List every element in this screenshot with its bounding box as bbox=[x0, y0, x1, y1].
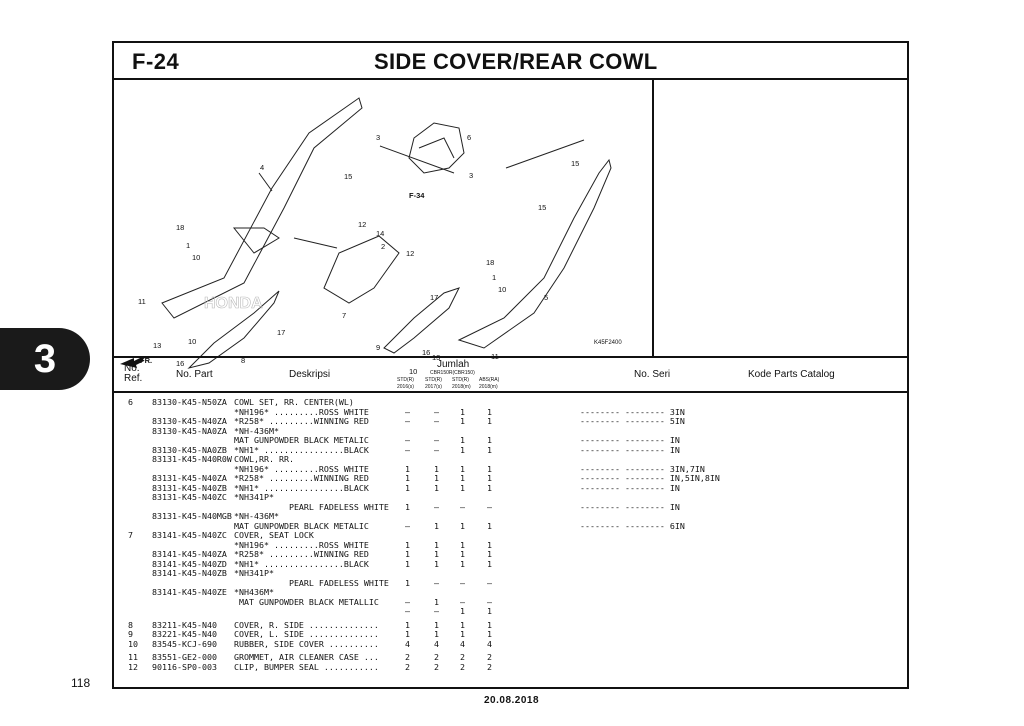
cell-q4: – bbox=[487, 501, 492, 512]
cell-q3: 1 bbox=[460, 473, 465, 483]
cell-desc: *NH196* .........ROSS WHITE bbox=[234, 463, 369, 474]
table-row bbox=[114, 653, 907, 663]
cell-q1: – bbox=[405, 596, 410, 607]
col-q1-year: 2016(s) bbox=[397, 384, 414, 390]
callout-10b: 10 bbox=[498, 285, 507, 294]
cell-q4: 1 bbox=[487, 539, 492, 550]
callout-13b: 13 bbox=[432, 353, 441, 362]
callout-11: 11 bbox=[138, 297, 146, 306]
cell-part: 83545-KCJ-690 bbox=[152, 638, 217, 649]
cell-desc: GROMMET, AIR CLEANER CASE ... bbox=[234, 652, 379, 662]
cell-desc: *NH196* .........ROSS WHITE bbox=[234, 406, 369, 417]
cell-q2: – bbox=[434, 444, 439, 455]
cell-q4: 1 bbox=[487, 629, 492, 639]
cell-q3: – bbox=[460, 577, 465, 588]
cell-desc: *R258* .........WINNING RED bbox=[234, 549, 369, 559]
col-jumlah: Jumlah bbox=[437, 359, 470, 370]
cell-q1: – bbox=[405, 606, 410, 616]
cell-serial: -------- -------- IN bbox=[580, 435, 680, 445]
callout-12b: 12 bbox=[406, 249, 415, 258]
cell-q2: 1 bbox=[434, 558, 439, 569]
cell-part: 83211-K45-N40 bbox=[152, 619, 217, 630]
cell-part: 83551-GE2-000 bbox=[152, 652, 217, 662]
cell-q3: 1 bbox=[460, 520, 465, 531]
cell-part: 83141-K45-N40ZE bbox=[152, 587, 227, 597]
table-row bbox=[114, 493, 907, 503]
right-rear-cowl-shape bbox=[459, 160, 611, 348]
cell-desc: CLIP, BUMPER SEAL ........... bbox=[234, 661, 379, 672]
cell-desc: *NH-436M* bbox=[234, 511, 279, 521]
callout-5: 5 bbox=[544, 293, 549, 302]
cell-desc: MAT GUNPOWDER BLACK METALIC bbox=[234, 435, 369, 445]
table-row bbox=[114, 560, 907, 570]
cell-q2: 1 bbox=[434, 549, 439, 559]
cell-q4: 1 bbox=[487, 463, 492, 474]
cell-q2: 1 bbox=[434, 539, 439, 550]
table-row bbox=[114, 569, 907, 579]
callout-1: 1 bbox=[186, 241, 191, 250]
cell-ref: 7 bbox=[128, 530, 133, 540]
table-row bbox=[114, 503, 907, 513]
callout-18: 18 bbox=[176, 223, 185, 232]
cell-q4: – bbox=[487, 577, 492, 588]
cell-part: 90116-SP0-003 bbox=[152, 661, 217, 672]
table-row bbox=[114, 522, 907, 532]
cell-desc: COVER, L. SIDE .............. bbox=[234, 629, 379, 639]
cell-q1: – bbox=[405, 435, 410, 445]
cell-q4: 1 bbox=[487, 416, 492, 426]
cell-ref: 9 bbox=[128, 629, 133, 639]
col-kode: Kode Parts Catalog bbox=[748, 369, 835, 380]
cell-q4: 1 bbox=[487, 406, 492, 417]
cell-part: 83141-K45-N40ZD bbox=[152, 558, 227, 569]
cell-q3: 1 bbox=[460, 435, 465, 445]
cell-part: 83221-K45-N40 bbox=[152, 629, 217, 639]
cell-part: 83131-K45-N40ZC bbox=[152, 492, 227, 502]
cell-part: 83130-K45-NA0ZA bbox=[152, 425, 227, 436]
cell-desc: COWL SET, RR. CENTER(WL) bbox=[234, 397, 354, 407]
cell-part: 83131-K45-N40MGB bbox=[152, 511, 232, 521]
callout-15c: 15 bbox=[538, 203, 547, 212]
table-row bbox=[114, 398, 907, 408]
cell-q1: 1 bbox=[405, 501, 410, 512]
cell-ref: 6 bbox=[128, 397, 133, 407]
table-row bbox=[114, 474, 907, 484]
cell-part: 83130-K45-N50ZA bbox=[152, 397, 227, 407]
cell-serial: -------- -------- IN bbox=[580, 501, 680, 512]
callout-6: 6 bbox=[467, 133, 472, 142]
callout-16: 16 bbox=[176, 359, 185, 368]
cell-q1: – bbox=[405, 520, 410, 531]
cell-q3: 1 bbox=[460, 416, 465, 426]
cell-q3: 1 bbox=[460, 406, 465, 417]
cell-q4: 1 bbox=[487, 558, 492, 569]
col-q2: STD(R) bbox=[425, 377, 442, 383]
cell-q1: 1 bbox=[405, 619, 410, 630]
callout-8: 8 bbox=[241, 356, 246, 365]
cell-q4: 1 bbox=[487, 606, 492, 616]
cell-q2: 1 bbox=[434, 629, 439, 639]
table-row bbox=[114, 436, 907, 446]
cell-q2: 1 bbox=[434, 619, 439, 630]
table-header bbox=[114, 356, 907, 393]
cell-q2: 1 bbox=[434, 596, 439, 607]
cell-q3: 1 bbox=[460, 629, 465, 639]
col-q4: ABS(RA) bbox=[479, 377, 500, 383]
cell-q1: 2 bbox=[405, 652, 410, 662]
callout-12: 12 bbox=[358, 220, 367, 229]
cell-desc: *NH1* ................BLACK bbox=[234, 558, 369, 569]
cell-q1: 1 bbox=[405, 482, 410, 493]
cell-q1: – bbox=[405, 406, 410, 417]
cell-q4: 1 bbox=[487, 473, 492, 483]
callout-18b: 18 bbox=[486, 258, 495, 267]
cell-part: 83131-K45-N40ZB bbox=[152, 482, 227, 493]
callout-1b: 1 bbox=[492, 273, 497, 282]
cell-part: 83131-K45-N40ZA bbox=[152, 473, 227, 483]
table-row bbox=[114, 465, 907, 475]
cell-serial: -------- -------- 6IN bbox=[580, 520, 685, 531]
callout-3b: 3 bbox=[469, 171, 474, 180]
cell-desc: COVER, SEAT LOCK bbox=[234, 530, 314, 540]
seat-lock-cover-shape bbox=[324, 236, 399, 303]
table-row bbox=[114, 427, 907, 437]
cell-desc: COWL,RR. RR. bbox=[234, 454, 294, 464]
cell-q1: 1 bbox=[405, 539, 410, 550]
col-no-part: No. Part bbox=[176, 369, 213, 380]
cell-q4: 1 bbox=[487, 482, 492, 493]
callout-11b: 11 bbox=[491, 352, 499, 361]
cell-ref: 10 bbox=[128, 638, 138, 649]
svg-text:FR.: FR. bbox=[140, 356, 153, 365]
cell-desc: *NH196* .........ROSS WHITE bbox=[234, 539, 369, 550]
callout-15b: 15 bbox=[571, 159, 580, 168]
cell-q2: – bbox=[434, 406, 439, 417]
cell-serial: -------- -------- 5IN bbox=[580, 416, 685, 426]
cell-q4: 2 bbox=[487, 661, 492, 672]
cell-q2: – bbox=[434, 577, 439, 588]
cell-part: 83141-K45-N40ZB bbox=[152, 568, 227, 578]
callout-7: 7 bbox=[342, 311, 347, 320]
table-row bbox=[114, 598, 907, 608]
cell-desc: *NH436M* bbox=[234, 587, 274, 597]
callout-16b: 16 bbox=[422, 348, 431, 357]
callout-numbers bbox=[138, 133, 579, 376]
page-number: 118 bbox=[71, 676, 91, 690]
cell-desc: RUBBER, SIDE COVER .......... bbox=[234, 638, 379, 649]
col-q3-year: 2018(m) bbox=[452, 384, 471, 390]
cell-q1: 1 bbox=[405, 558, 410, 569]
cell-desc: *R258* .........WINNING RED bbox=[234, 473, 369, 483]
table-row bbox=[114, 446, 907, 456]
cell-part: 83141-K45-N40ZC bbox=[152, 530, 227, 540]
cell-q2: – bbox=[434, 501, 439, 512]
cell-q3: 1 bbox=[460, 482, 465, 493]
cell-q3: 1 bbox=[460, 463, 465, 474]
cell-q2: – bbox=[434, 416, 439, 426]
cell-q3: 1 bbox=[460, 539, 465, 550]
cell-part: 83131-K45-N40R0W bbox=[152, 454, 232, 464]
col-q1: STD(R) bbox=[397, 377, 414, 383]
cell-q2: 1 bbox=[434, 520, 439, 531]
col-model-group: CBR150R(CBR150) bbox=[430, 370, 475, 376]
cell-part: 83130-K45-N40ZA bbox=[152, 416, 227, 426]
callout-13: 13 bbox=[153, 341, 162, 350]
section-title: SIDE COVER/REAR COWL bbox=[374, 49, 658, 74]
col-q3: STD(R) bbox=[452, 377, 469, 383]
table-row bbox=[114, 550, 907, 560]
cell-q4: 1 bbox=[487, 435, 492, 445]
cell-q3: 1 bbox=[460, 558, 465, 569]
parts-table-body bbox=[114, 398, 907, 672]
cell-q2: 2 bbox=[434, 652, 439, 662]
cell-q3: 4 bbox=[460, 638, 465, 649]
callout-10c: 10 bbox=[188, 337, 197, 346]
cell-q1: 1 bbox=[405, 549, 410, 559]
callout-9: 9 bbox=[376, 343, 381, 352]
col-no-ref: No. Ref. bbox=[124, 363, 143, 384]
table-row bbox=[114, 484, 907, 494]
callout-10d: 10 bbox=[409, 367, 418, 376]
cell-desc: PEARL FADELESS WHITE bbox=[234, 501, 389, 512]
cell-q4: 1 bbox=[487, 520, 492, 531]
table-row bbox=[114, 607, 907, 617]
col-q4-year: 2018(m) bbox=[479, 384, 498, 390]
cell-ref: 11 bbox=[128, 652, 138, 662]
table-row bbox=[114, 630, 907, 640]
cell-q1: – bbox=[405, 444, 410, 455]
left-rear-cowl-shape bbox=[162, 98, 362, 318]
tail-center-shape bbox=[409, 123, 464, 173]
table-row bbox=[114, 621, 907, 631]
cell-q1: 1 bbox=[405, 577, 410, 588]
cell-ref: 12 bbox=[128, 661, 138, 672]
cell-q2: 1 bbox=[434, 482, 439, 493]
cell-q1: 1 bbox=[405, 629, 410, 639]
cell-part: 83141-K45-N40ZA bbox=[152, 549, 227, 559]
cell-q4: 4 bbox=[487, 638, 492, 649]
cell-q3: 1 bbox=[460, 549, 465, 559]
footer-date: 20.08.2018 bbox=[484, 695, 540, 706]
cell-q1: 4 bbox=[405, 638, 410, 649]
section-code: F-24 bbox=[132, 49, 180, 74]
cell-q2: 1 bbox=[434, 473, 439, 483]
cell-q3: 2 bbox=[460, 652, 465, 662]
col-q2-year: 2017(s) bbox=[425, 384, 442, 390]
cell-q3: 1 bbox=[460, 444, 465, 455]
callout-10: 10 bbox=[192, 253, 201, 262]
col-deskripsi: Deskripsi bbox=[289, 369, 331, 380]
cell-desc: MAT GUNPOWDER BLACK METALLIC bbox=[234, 596, 379, 607]
honda-watermark: HONDA bbox=[204, 295, 263, 312]
table-row bbox=[114, 663, 907, 673]
table-row bbox=[114, 512, 907, 522]
cell-q1: 1 bbox=[405, 473, 410, 483]
cell-serial: -------- -------- 3IN,7IN bbox=[580, 463, 705, 474]
cell-serial: -------- -------- 3IN bbox=[580, 406, 685, 417]
table-row bbox=[114, 531, 907, 541]
table-row bbox=[114, 640, 907, 650]
cell-q2: 4 bbox=[434, 638, 439, 649]
cell-desc: *NH341P* bbox=[234, 568, 274, 578]
parts-page-frame bbox=[112, 41, 909, 689]
cell-q2: 2 bbox=[434, 661, 439, 672]
callout-2: 2 bbox=[381, 242, 386, 251]
cell-desc: *NH341P* bbox=[234, 492, 274, 502]
cell-q2: – bbox=[434, 435, 439, 445]
cell-serial: -------- -------- IN,5IN,8IN bbox=[580, 473, 720, 483]
cell-q4: – bbox=[487, 596, 492, 607]
table-row bbox=[114, 455, 907, 465]
callout-15: 15 bbox=[344, 172, 353, 181]
cell-q3: 1 bbox=[460, 606, 465, 616]
cell-q4: 1 bbox=[487, 444, 492, 455]
callout-3: 3 bbox=[376, 133, 381, 142]
cell-q4: 1 bbox=[487, 619, 492, 630]
cell-q1: – bbox=[405, 416, 410, 426]
cell-desc: *NH1* ................BLACK bbox=[234, 444, 369, 455]
cell-q3: 2 bbox=[460, 661, 465, 672]
cell-q4: 1 bbox=[487, 549, 492, 559]
callout-17: 17 bbox=[430, 293, 439, 302]
callout-17b: 17 bbox=[277, 328, 286, 337]
table-row bbox=[114, 541, 907, 551]
cell-q1: 2 bbox=[405, 661, 410, 672]
cell-q1: 1 bbox=[405, 463, 410, 474]
cell-q3: – bbox=[460, 501, 465, 512]
table-row bbox=[114, 588, 907, 598]
diagram-divider bbox=[652, 78, 654, 358]
cell-part: 83130-K45-NA0ZB bbox=[152, 444, 227, 455]
callout-4: 4 bbox=[260, 163, 265, 172]
callout-14: 14 bbox=[376, 229, 385, 238]
cell-q2: 1 bbox=[434, 463, 439, 474]
cell-desc: COVER, R. SIDE .............. bbox=[234, 619, 379, 630]
right-side-cover-shape bbox=[384, 288, 459, 353]
cell-serial: -------- -------- IN bbox=[580, 482, 680, 493]
cell-desc: *NH1* ................BLACK bbox=[234, 482, 369, 493]
cell-desc: *NH-436M* bbox=[234, 425, 279, 436]
diagram-ref-code: K45F2400 bbox=[594, 340, 622, 346]
cell-q2: – bbox=[434, 606, 439, 616]
cell-ref: 8 bbox=[128, 619, 133, 630]
cell-q4: 2 bbox=[487, 652, 492, 662]
cell-desc: PEARL FADELESS WHITE bbox=[234, 577, 389, 588]
cell-desc: *R258* .........WINNING RED bbox=[234, 416, 369, 426]
chapter-tab: 3 bbox=[0, 328, 90, 390]
table-row bbox=[114, 579, 907, 589]
cell-serial: -------- -------- IN bbox=[580, 444, 680, 455]
table-row bbox=[114, 408, 907, 418]
col-no-seri: No. Seri bbox=[634, 369, 671, 380]
cell-desc: MAT GUNPOWDER BLACK METALIC bbox=[234, 520, 369, 531]
table-row bbox=[114, 417, 907, 427]
cell-q3: 1 bbox=[460, 619, 465, 630]
page-header bbox=[114, 43, 907, 80]
cell-q3: – bbox=[460, 596, 465, 607]
callout-f34: F-34 bbox=[409, 191, 425, 200]
